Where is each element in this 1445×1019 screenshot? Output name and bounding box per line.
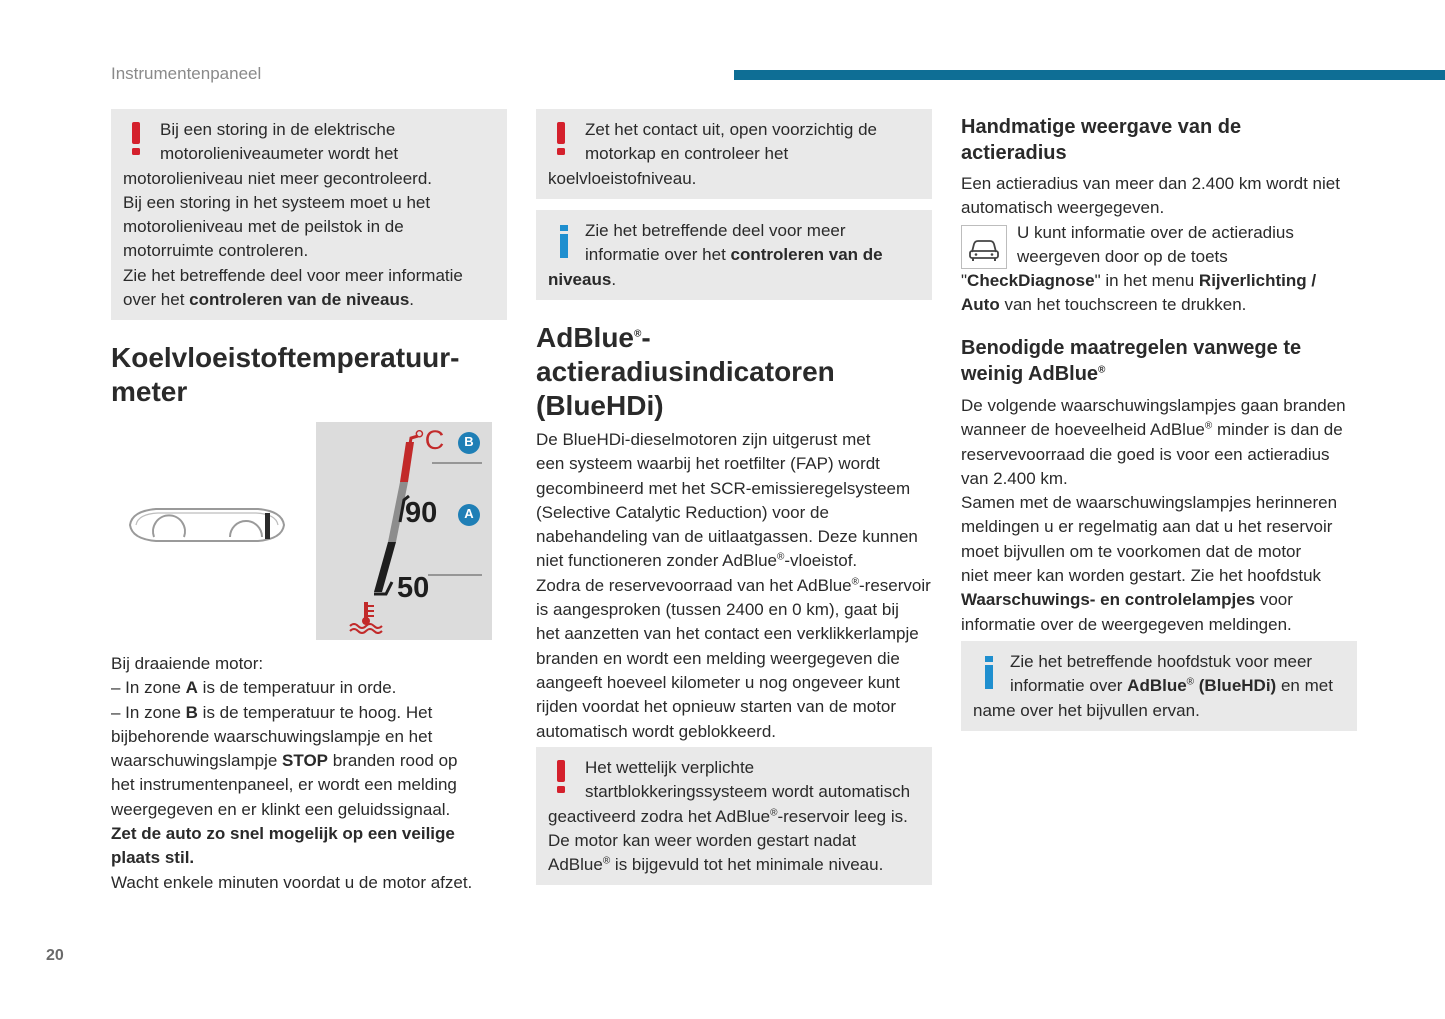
crossref-link: Waarschuwings- en controlelampjes [961,590,1256,610]
text-line: een systeem waarbij het roetfilter (FAP) wordt [536,454,880,474]
text-line: het aanzetten van het contact een verklikkerlampje [536,624,919,644]
text-line: automatisch wordt geblokkeerd. [536,721,777,741]
text-line: AdBlue® is bijgevuld tot het minimale niveau. [548,855,884,875]
coolant-gauge-image [316,422,492,640]
text-line: motorruimte controleren. [123,241,309,261]
text-line: niet functioneren zonder AdBlue®-vloeistof. [536,551,858,571]
text-line: van 2.400 km. [961,468,1068,488]
zone-a-badge: A [464,506,474,521]
text-line: over het controleren van de niveaus. [123,290,415,310]
text-line: niet meer kan worden gestart. Zie het hoofdstuk [961,566,1322,586]
coolant-check-warning-box [536,109,932,199]
text-line: Bij draaiende motor: [111,654,264,673]
text-line: Een actieradius van meer dan 2.400 km wordt niet [961,174,1340,193]
text-line: motorolieniveau niet meer gecontroleerd. [123,168,433,188]
text-line: bijbehorende waarschuwingslampje en het [111,726,433,746]
adblue-description [536,428,936,744]
tick-label-50: 50 [397,572,430,604]
text-line: motorolieniveau met de peilstok in de [123,217,404,237]
text-line: motorkap en controleer het [585,144,789,164]
text-line: De BlueHDi-dieselmotoren zijn uitgerust met [536,430,871,449]
text-line: informatie over het controleren van de [585,245,883,265]
adblue-measures-text [961,394,1381,637]
adblue-measures-heading: Benodigde maatregelen vanwege te weinig AdBlue® [961,337,1302,385]
zone-b-badge: B [464,434,474,449]
crossref-link: controleren van de [730,245,883,265]
warning-exclamation-icon [554,760,568,794]
text-line: automatisch weergegeven. [961,198,1165,218]
text-line: gecombineerd met het SCR-emissieregelsysteem [536,478,911,498]
text-line: wanneer de hoeveelheid AdBlue® minder is dan de [961,420,1343,440]
text-line: (Selective Catalytic Reduction) voor de [536,502,829,522]
info-icon [983,656,995,690]
text-line: niveaus. [548,269,617,289]
list-item: – In zone B is de temperatuur te hoog. Het [111,702,433,722]
page-number: 20 [46,947,64,964]
text-line: Zet de auto zo snel mogelijk op een veilige [111,824,455,844]
text-line: Zie het betreffende hoofdstuk voor meer [1010,652,1313,671]
coolant-gauge-heading: Koelvloeistoftemperatuur- meter [111,342,460,407]
text-line: Het wettelijk verplichte [585,758,755,777]
oil-level-warning-box [111,109,507,320]
coolant-gauge-description [111,652,511,895]
instrument-cluster-icon [126,503,288,545]
info-icon [558,225,570,259]
manual-range-text [961,172,1381,318]
text-line: Zodra de reservevoorraad van het AdBlue®-reservoir [536,575,931,595]
crossref-link: niveaus [548,269,612,289]
running-header: Instrumentenpaneel [111,64,262,83]
text-line: koelvloeistofniveau. [548,168,697,188]
text-line: Wacht enkele minuten voordat u de motor afzet. [111,872,473,892]
text-line: Samen met de waarschuwingslampjes herinneren [961,493,1338,513]
text-line: is aangesproken (tussen 2400 en 0 km), gaat bij [536,600,899,620]
adblue-info-box [961,641,1357,731]
text-line: Zie het betreffende deel voor meer informatie [123,265,463,285]
start-block-warning-box [536,747,932,885]
text-line: branden en wordt een melding weergegeven die [536,648,900,668]
text-line: U kunt informatie over de actieradius [1017,222,1294,242]
text-line: Waarschuwings- en controlelampjes voor [961,590,1293,610]
text-line: weergeven door op de toets [1017,246,1228,266]
celsius-unit: °C [414,425,445,455]
tick-label-90: 90 [405,497,438,529]
text-line: nabehandeling van de uitlaatgassen. Deze kunnen [536,527,918,547]
list-item: – In zone A is de temperatuur in orde. [111,678,397,698]
text-line: weergegeven en er klinkt een geluidssignaal. [111,799,451,819]
text-line: De motor kan weer worden gestart nadat [548,830,857,850]
text-line: Bij een storing in het systeem moet u het [123,192,431,212]
text-line: Zie het betreffende deel voor meer [585,221,846,240]
text-line: startblokkeringssysteem wordt automatisch [585,782,911,802]
car-diagnose-icon [961,225,1007,269]
text-line: reservevoorraad die goed is voor een actieradius [961,444,1330,464]
coolant-temperature-icon [348,600,384,634]
text-line: plaats stil. [111,848,195,868]
adblue-heading: AdBlue®- actieradiusindicatoren (BlueHDi) [536,322,835,421]
crossref-link: controleren van de niveaus [189,290,410,310]
text-line: Auto van het touchscreen te drukken. [961,295,1247,315]
text-line: motorolieniveaumeter wordt het [160,144,399,164]
text-line: geactiveerd zodra het AdBlue®-reservoir leeg is. [548,806,908,826]
manual-range-heading: Handmatige weergave van de actieradius [961,116,1242,164]
text-line: moet bijvullen om te voorkomen dat de motor [961,541,1302,561]
text-line: Zet het contact uit, open voorzichtig de [585,120,878,139]
text-line: het instrumentenpaneel, er wordt een melding [111,775,457,795]
text-line: Bij een storing in de elektrische [160,120,396,139]
warning-exclamation-icon [554,122,568,156]
text-line: waarschuwingslampje STOP branden rood op [111,751,458,771]
warning-exclamation-icon [129,122,143,156]
text-line: informatie over de weergegeven meldingen. [961,614,1292,634]
text-line: rijden voordat het opnieuw starten van de motor [536,697,897,717]
levels-info-box [536,210,932,300]
header-accent-bar [734,70,1445,80]
text-line: "CheckDiagnose" in het menu Rijverlichting / [961,271,1317,291]
icon-paragraph [961,221,1381,270]
text-line: meldingen u er regelmatig aan dat u het reservoir [961,517,1333,537]
text-line: De volgende waarschuwingslampjes gaan branden [961,396,1346,415]
text-line: informatie over AdBlue® (BlueHDi) en met [1010,676,1333,696]
text-line: name over het bijvullen ervan. [973,700,1200,720]
text-line: aangeeft hoeveel kilometer u nog ongeveer kunt [536,672,900,692]
